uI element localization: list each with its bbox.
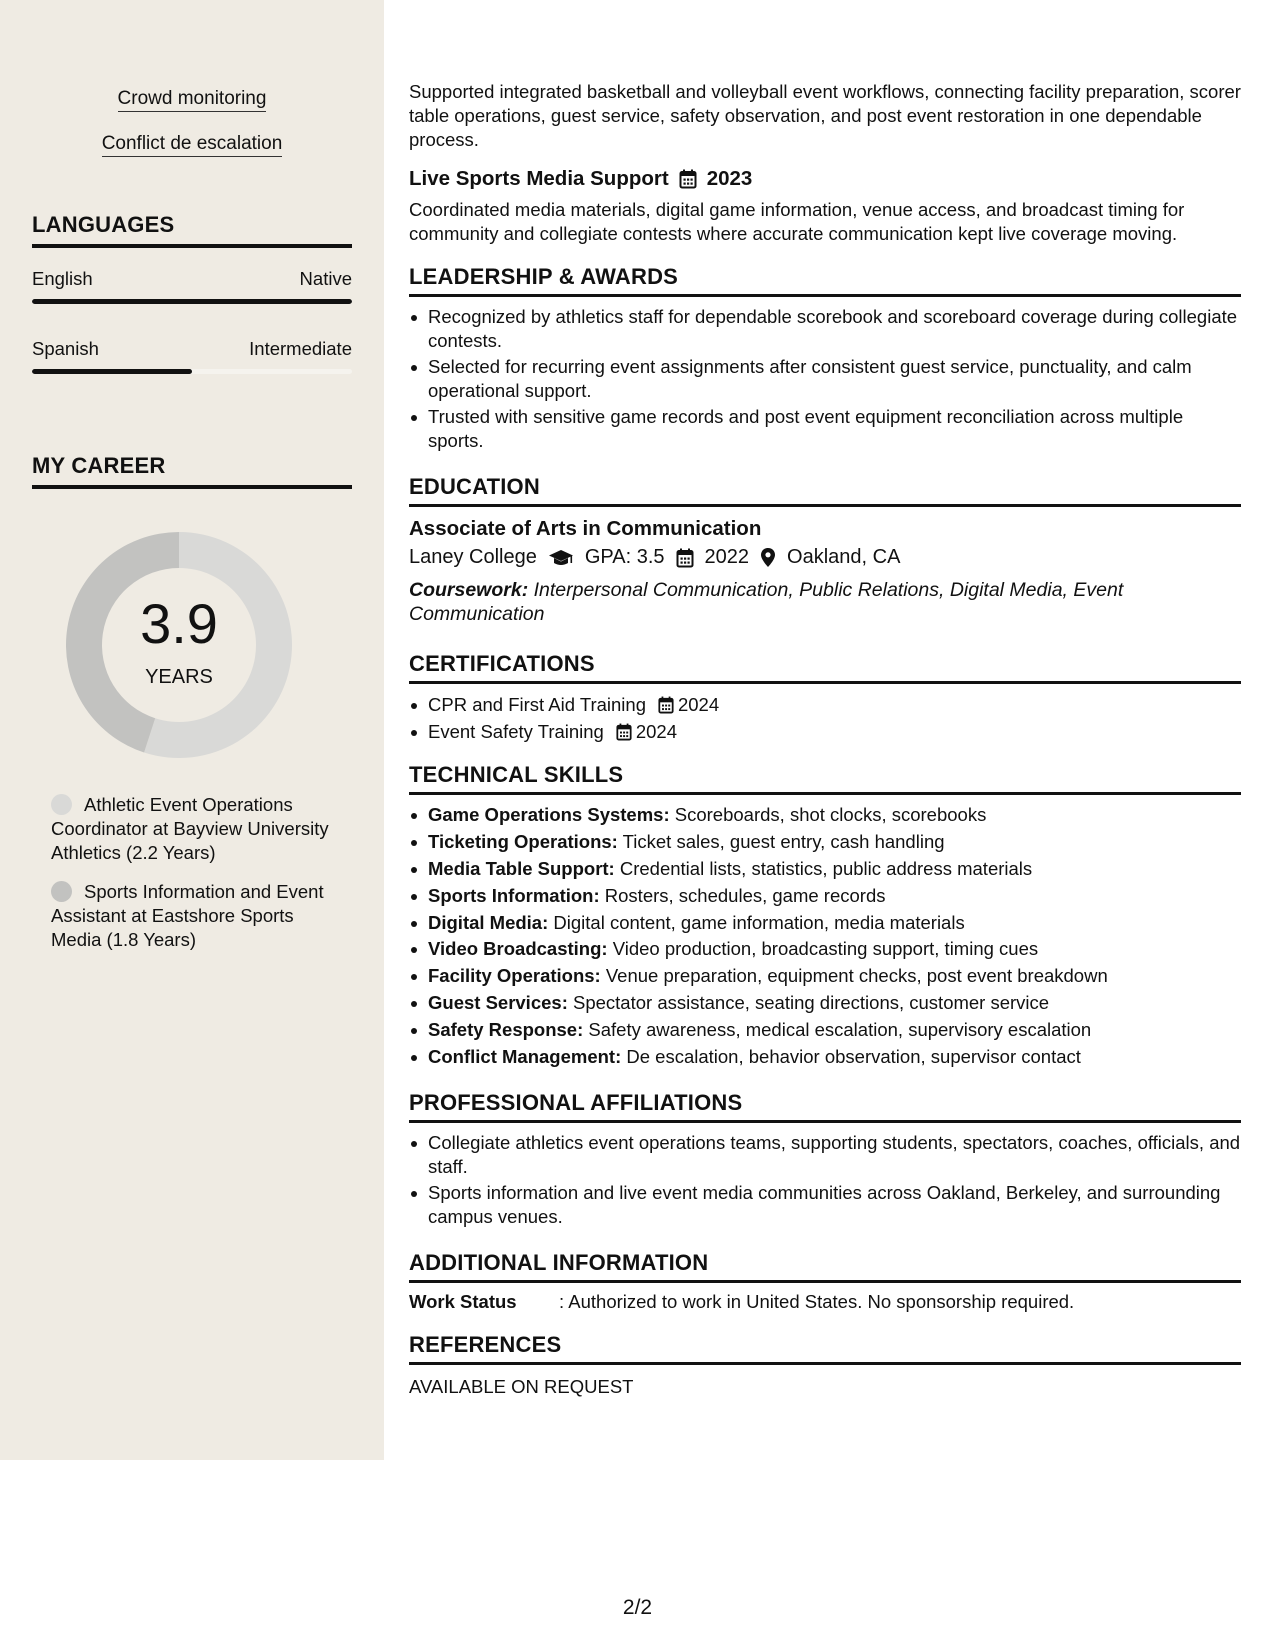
skill-label: Ticketing Operations:	[428, 830, 618, 852]
work-status-value: : Authorized to work in United States. No sponsorship required.	[559, 1291, 1075, 1312]
additional-info-heading: ADDITIONAL INFORMATION	[409, 1250, 1241, 1283]
references-text: AVAILABLE ON REQUEST	[409, 1376, 634, 1397]
skill-label: Media Table Support:	[428, 857, 615, 879]
certifications-list	[409, 693, 1241, 747]
skill-label: Digital Media:	[428, 911, 549, 933]
list-item	[409, 884, 1241, 908]
certification-year: 2024	[677, 694, 720, 715]
project-year: 2023	[706, 167, 753, 190]
certification-name: CPR and First Aid Training	[428, 694, 646, 715]
sidebar	[0, 0, 384, 1460]
skill-label: Facility Operations:	[428, 965, 601, 987]
project-description: Coordinated media materials, digital game information, venue access, and broadcast timing for community and collegiate contests where accurate communication kept live coverage moving.	[409, 199, 1185, 244]
education-year: 2022	[704, 546, 750, 568]
skill-value: Rosters, schedules, game records	[604, 884, 886, 906]
certification-year: 2024	[635, 721, 678, 742]
language-level: Native	[299, 268, 352, 289]
list-item	[409, 964, 1241, 988]
page-number: 2/2	[622, 1596, 653, 1619]
list-item	[409, 1045, 1241, 1069]
languages-heading: LANGUAGES	[32, 212, 352, 248]
career-heading: MY CAREER	[32, 453, 352, 489]
certification-name: Event Safety Training	[428, 721, 604, 742]
career-legend-item: Sports Information and Event Assistant at Eastshore Sports Media (1.8 Years)	[51, 881, 324, 950]
skill-value: Venue preparation, equipment checks, post event breakdown	[605, 965, 1108, 987]
skill-value: Digital content, game information, media materials	[553, 911, 965, 933]
references-heading: REFERENCES	[409, 1332, 1241, 1365]
skill-value: Ticket sales, guest entry, cash handling	[622, 830, 945, 852]
technical-skills-list	[409, 803, 1241, 1072]
skill-value: Video production, broadcasting support, timing cues	[612, 938, 1039, 960]
affiliations-heading: PROFESSIONAL AFFILIATIONS	[409, 1090, 1241, 1123]
education-school: Laney College	[409, 546, 537, 568]
project-title: Live Sports Media Support	[409, 167, 669, 190]
list-item	[409, 720, 1241, 744]
calendar-icon	[658, 696, 674, 714]
legend-dot	[51, 794, 72, 815]
language-level: Intermediate	[249, 338, 352, 359]
list-item	[409, 937, 1241, 961]
list-item: Selected for recurring event assignments after consistent guest service, punctuality, and calm operational support.	[409, 355, 1241, 403]
technical-skills-heading: TECHNICAL SKILLS	[409, 762, 1241, 795]
skill-tag: Conflict de escalation	[0, 133, 384, 155]
language-name: Spanish	[32, 338, 99, 359]
career-total-years: 3.9	[140, 592, 218, 655]
language-row	[32, 268, 352, 290]
certifications-heading: CERTIFICATIONS	[409, 651, 1241, 684]
education-location: Oakland, CA	[787, 546, 901, 568]
skill-value: Spectator assistance, seating directions, customer service	[573, 992, 1050, 1014]
calendar-icon	[679, 169, 697, 189]
work-status-label: Work Status	[409, 1291, 517, 1312]
skill-label: Sports Information:	[428, 884, 600, 906]
location-pin-icon	[760, 547, 776, 568]
skill-value: Credential lists, statistics, public address materials	[619, 857, 1033, 879]
career-legend-item: Athletic Event Operations Coordinator at Bayview University Athletics (2.2 Years)	[51, 794, 329, 863]
graduation-cap-icon	[548, 549, 574, 567]
skill-label: Safety Response:	[428, 1019, 584, 1041]
education-meta	[409, 546, 900, 569]
skill-label: Video Broadcasting:	[428, 938, 608, 960]
language-proficiency-bar	[32, 299, 352, 304]
language-proficiency-fill	[32, 369, 192, 374]
education-gpa: GPA: 3.5	[584, 546, 665, 568]
affiliations-list	[409, 1131, 1241, 1231]
work-status-row	[409, 1291, 1074, 1313]
legend-dot	[51, 881, 72, 902]
list-item	[409, 830, 1241, 854]
language-proficiency-fill	[32, 299, 352, 304]
list-item: Trusted with sensitive game records and post event equipment reconciliation across multiple sports.	[409, 405, 1241, 453]
language-row	[32, 338, 352, 360]
list-item: Recognized by athletics staff for dependable scorebook and scoreboard coverage during collegiate contests.	[409, 305, 1241, 353]
skill-value: De escalation, behavior observation, supervisor contact	[626, 1046, 1081, 1068]
calendar-icon	[616, 723, 632, 741]
career-total-unit: YEARS	[145, 666, 213, 688]
list-item	[409, 911, 1241, 935]
education-coursework: Coursework: Interpersonal Communication, Public Relations, Digital Media, Event Communication	[409, 579, 1124, 625]
skill-label: Guest Services:	[428, 992, 568, 1014]
skill-tag: Crowd monitoring	[0, 88, 384, 110]
skill-value: Safety awareness, medical escalation, supervisory escalation	[588, 1019, 1092, 1041]
list-item	[409, 1018, 1241, 1042]
experience-description: Supported integrated basketball and volleyball event workflows, connecting facility preparation, scorer table operations, guest service, safety observation, and post event restoration in one dependable process.	[409, 81, 1241, 150]
skill-value: Scoreboards, shot clocks, scorebooks	[674, 804, 987, 825]
list-item	[409, 857, 1241, 881]
education-heading: EDUCATION	[409, 474, 1241, 507]
list-item	[409, 991, 1241, 1015]
language-name: English	[32, 268, 93, 289]
education-degree: Associate of Arts in Communication	[409, 517, 762, 540]
skill-label: Conflict Management:	[428, 1046, 622, 1068]
list-item: Sports information and live event media communities across Oakland, Berkeley, and surrounding campus venues.	[409, 1181, 1241, 1229]
skill-label: Game Operations Systems:	[428, 804, 670, 825]
leadership-list	[409, 305, 1241, 455]
list-item	[409, 693, 1241, 717]
list-item: Collegiate athletics event operations teams, supporting students, spectators, coaches, officials, and staff.	[409, 1131, 1241, 1179]
project-title-row	[409, 167, 752, 191]
leadership-heading: LEADERSHIP & AWARDS	[409, 264, 1241, 297]
list-item	[409, 803, 1241, 827]
language-proficiency-bar	[32, 369, 352, 374]
calendar-icon	[676, 548, 694, 568]
